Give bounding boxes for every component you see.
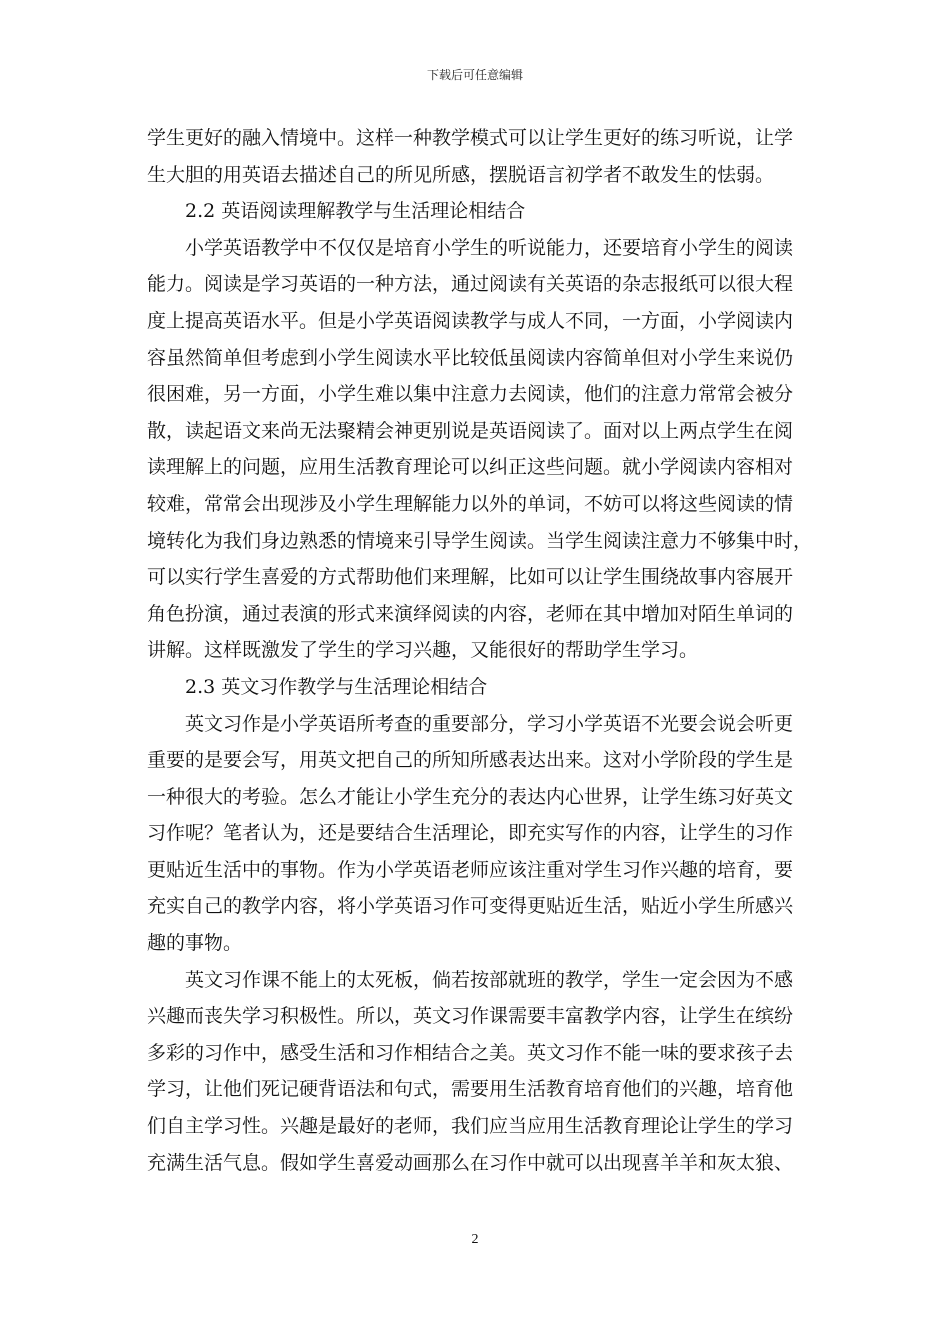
text-line: 境转化为我们身边熟悉的情境来引导学生阅读。当学生阅读注意力不够集中时， — [147, 529, 813, 552]
paragraph-writing-1 — [147, 706, 807, 962]
text-line: 学生更好的融入情境中。这样一种教学模式可以让学生更好的练习听说，让学 — [147, 127, 794, 149]
text-line: 多彩的习作中，感受生活和习作相结合之美。英文习作不能一味的要求孩子去 — [147, 1041, 794, 1064]
text-line: 一种很大的考验。怎么才能让小学生充分的表达内心世界，让学生练习好英文 — [147, 785, 794, 808]
document-body — [147, 120, 813, 1181]
text-line: 很困难，另一方面，小学生难以集中注意力去阅读，他们的注意力常常会被分 — [147, 383, 794, 406]
page-number: 2 — [471, 1232, 479, 1247]
page-header: 下载后可任意编辑 — [426, 68, 523, 82]
text-line: 兴趣而丧失学习积极性。所以，英文习作课需要丰富教学内容，让学生在缤纷 — [147, 1005, 794, 1028]
text-line: 讲解。这样既激发了学生的学习兴趣，又能很好的帮助学生学习。 — [147, 639, 699, 662]
text-line: 重要的是要会写，用英文把自己的所知所感表达出来。这对小学阶段的学生是 — [147, 749, 794, 772]
text-line: 角色扮演，通过表演的形式来演绎阅读的内容，老师在其中增加对陌生单词的 — [147, 602, 794, 625]
text-line: 较难，常常会出现涉及小学生理解能力以外的单词，不妨可以将这些阅读的情 — [147, 492, 794, 515]
text-line: 能力。阅读是学习英语的一种方法，通过阅读有关英语的杂志报纸可以很大程 — [147, 273, 794, 296]
heading-text: 2.2 英语阅读理解教学与生活理论相结合 — [185, 200, 526, 223]
text-line: 可以实行学生喜爱的方式帮助他们来理解，比如可以让学生围绕故事内容展开 — [147, 566, 794, 589]
text-line: 度上提高英语水平。但是小学英语阅读教学与成人不同，一方面，小学阅读内 — [147, 309, 794, 332]
text-line: 趣的事物。 — [147, 932, 243, 955]
paragraph-intro-continued — [147, 120, 807, 193]
text-line: 英文习作是小学英语所考查的重要部分，学习小学英语不光要会说会听更 — [185, 712, 794, 735]
text-line: 读理解上的问题，应用生活教育理论可以纠正这些问题。就小学阅读内容相对 — [147, 456, 794, 479]
text-line: 更贴近生活中的事物。作为小学英语老师应该注重对学生习作兴趣的培育，要 — [147, 858, 794, 881]
text-line: 英文习作课不能上的太死板，倘若按部就班的教学，学生一定会因为不感 — [185, 968, 794, 991]
text-line: 容虽然简单但考虑到小学生阅读水平比较低虽阅读内容简单但对小学生来说仍 — [147, 346, 794, 369]
text-line: 习作呢？笔者认为，还是要结合生活理论，即充实写作的内容，让学生的习作 — [147, 822, 794, 845]
text-line: 学习，让他们死记硬背语法和句式，需要用生活教育培育他们的兴趣，培育他 — [147, 1078, 794, 1101]
text-line: 们自主学习性。兴趣是最好的老师，我们应当应用生活教育理论让学生的学习 — [147, 1115, 794, 1138]
text-line: 小学英语教学中不仅仅是培育小学生的听说能力，还要培育小学生的阅读 — [185, 236, 794, 259]
paragraph-reading — [147, 230, 813, 669]
section-heading-2-3 — [147, 669, 807, 706]
paragraph-writing-2 — [147, 962, 807, 1182]
text-line: 充满生活气息。假如学生喜爱动画那么在习作中就可以出现喜羊羊和灰太狼、 — [147, 1151, 794, 1174]
section-heading-2-2 — [147, 193, 807, 230]
text-line: 充实自己的教学内容，将小学英语习作可变得更贴近生活，贴近小学生所感兴 — [147, 895, 794, 918]
heading-text: 2.3 英文习作教学与生活理论相结合 — [185, 675, 488, 698]
text-line: 生大胆的用英语去描述自己的所见所感，摆脱语言初学者不敢发生的怯弱。 — [147, 163, 775, 186]
text-line: 散，读起语文来尚无法聚精会神更别说是英语阅读了。面对以上两点学生在阅 — [147, 419, 794, 442]
